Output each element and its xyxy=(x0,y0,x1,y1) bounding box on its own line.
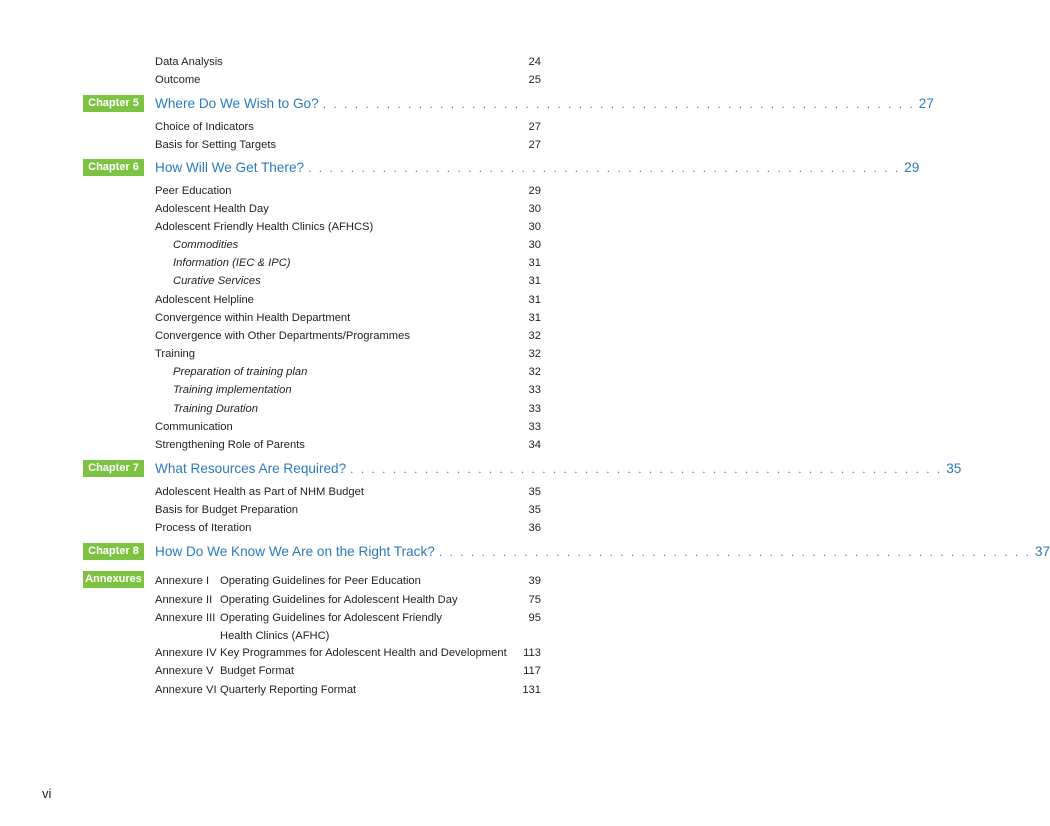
toc-entry xyxy=(155,420,541,434)
annexure-title: Operating Guidelines for Adolescent Friendly xyxy=(220,612,443,624)
annexure-page: 75 xyxy=(528,594,541,606)
toc-entry-page: 30 xyxy=(528,221,541,233)
toc-entry-title: Training implementation xyxy=(173,384,292,396)
chapter-page: 35 xyxy=(946,461,962,476)
toc-entry-title: Training Duration xyxy=(173,403,258,415)
toc-entry-page: 30 xyxy=(528,239,541,251)
toc-entry-title: Adolescent Helpline xyxy=(155,294,254,306)
toc-entry-page: 31 xyxy=(528,275,541,287)
chapter-heading xyxy=(0,159,920,177)
annexure-page: 95 xyxy=(528,612,541,624)
annexure-page: 113 xyxy=(523,647,541,659)
toc-entry xyxy=(155,485,541,499)
toc-entry-title: Training xyxy=(155,348,196,360)
chapter-title: Where Do We Wish to Go? xyxy=(155,96,319,111)
toc-entry-page: 31 xyxy=(528,312,541,324)
toc-entry-title: Outcome xyxy=(155,74,201,86)
toc-entry-page: 31 xyxy=(528,294,541,306)
annexure-number: Annexure I xyxy=(155,575,210,587)
chapter-badge: Chapter 7 xyxy=(83,460,144,477)
toc-entry-page: 31 xyxy=(528,257,541,269)
toc-subentry xyxy=(155,402,541,416)
dot-leader: . . . . . . . . . . . . . . . . . . . . . . . . . . . . . . . . . . . . . . . . . . . . . . . . . . . . . . . . xyxy=(438,545,1031,559)
chapter-heading xyxy=(0,460,962,478)
chapter-badge: Chapter 6 xyxy=(83,159,144,176)
toc-entry-page: 32 xyxy=(528,330,541,342)
toc-entry-title: Preparation of training plan xyxy=(173,366,308,378)
chapter-title: How Do We Know We Are on the Right Track? xyxy=(155,544,435,559)
chapter-title-line xyxy=(155,159,920,177)
dot-leader: . . . . . . . . . . . . . . . . . . . . . . . . . . . . . . . . . . . . . . . . . . . . . . . . . . . . . . . . xyxy=(350,462,943,476)
toc-entry-title: Communication xyxy=(155,421,233,433)
toc-entry xyxy=(155,55,541,69)
toc-entry-title: Basis for Setting Targets xyxy=(155,139,277,151)
toc-entry xyxy=(155,311,541,325)
toc-entry-title: Convergence within Health Department xyxy=(155,312,351,324)
toc-entry-page: 25 xyxy=(528,74,541,86)
chapter-page: 29 xyxy=(904,160,920,175)
toc-entry-page: 24 xyxy=(528,56,541,68)
toc-entry xyxy=(155,329,541,343)
annexure-page: 131 xyxy=(522,684,541,696)
chapter-title-line xyxy=(155,460,962,478)
annexure-title: Operating Guidelines for Adolescent Health Day xyxy=(220,594,458,606)
chapter-heading xyxy=(0,543,1050,561)
toc-entry-page: 29 xyxy=(528,185,541,197)
toc-entry-title: Commodities xyxy=(173,239,239,251)
toc-entry-title: Curative Services xyxy=(173,275,261,287)
toc-entry-title: Adolescent Friendly Health Clinics (AFHCS) xyxy=(155,221,374,233)
toc-entry-title: Data Analysis xyxy=(155,56,223,68)
toc-subentry xyxy=(155,365,541,379)
toc-entry-title: Adolescent Health Day xyxy=(155,203,269,215)
toc-entry xyxy=(155,293,541,307)
annexure-title: Budget Format xyxy=(220,665,294,677)
chapter-title: What Resources Are Required? xyxy=(155,461,347,476)
annexure-title-continued: Health Clinics (AFHC) xyxy=(220,630,330,642)
annexure-page: 39 xyxy=(528,575,541,587)
annexures-badge: Annexures xyxy=(83,571,144,588)
annexure-title: Key Programmes for Adolescent Health and Development xyxy=(220,647,507,659)
toc-subentry xyxy=(155,274,541,288)
annexure-number: Annexure V xyxy=(155,665,214,677)
toc-entry xyxy=(155,73,541,87)
toc-entry-page: 35 xyxy=(528,486,541,498)
chapter-badge: Chapter 5 xyxy=(83,95,144,112)
toc-entry-title: Choice of Indicators xyxy=(155,121,254,133)
toc-entry-page: 30 xyxy=(528,203,541,215)
annexure-number: Annexure VI xyxy=(155,684,217,696)
toc-entry xyxy=(155,184,541,198)
chapter-title-line xyxy=(155,95,934,113)
toc-subentry xyxy=(155,238,541,252)
toc-entry xyxy=(155,138,541,152)
chapter-page: 27 xyxy=(918,96,934,111)
toc-entry-title: Process of Iteration xyxy=(155,522,252,534)
toc-entry-page: 35 xyxy=(528,504,541,516)
toc-entry-page: 33 xyxy=(528,403,541,415)
annexure-number: Annexure IV xyxy=(155,647,217,659)
chapter-title: How Will We Get There? xyxy=(155,160,305,175)
chapter-heading xyxy=(0,95,934,113)
toc-entry xyxy=(155,438,541,452)
toc-subentry xyxy=(155,256,541,270)
toc-entry-title: Adolescent Health as Part of NHM Budget xyxy=(155,486,364,498)
page-number: vi xyxy=(42,786,52,801)
toc-entry xyxy=(155,521,541,535)
annexure-page: 117 xyxy=(523,665,541,677)
toc-entry xyxy=(155,503,541,517)
chapter-badge: Chapter 8 xyxy=(83,543,144,560)
toc-entry xyxy=(155,202,541,216)
toc-entry-page: 33 xyxy=(528,384,541,396)
toc-entry xyxy=(155,347,541,361)
annexure-title: Quarterly Reporting Format xyxy=(220,684,357,696)
annexure-title: Operating Guidelines for Peer Education xyxy=(220,575,421,587)
toc-entry-page: 32 xyxy=(528,348,541,360)
toc-entry-title: Basis for Budget Preparation xyxy=(155,504,299,516)
toc-entry xyxy=(155,120,541,134)
annexure-number: Annexure III xyxy=(155,612,216,624)
chapter-title-line xyxy=(155,543,1050,561)
toc-entry-title: Convergence with Other Departments/Programmes xyxy=(155,330,410,342)
chapter-page: 37 xyxy=(1034,544,1050,559)
toc-entry-title: Peer Education xyxy=(155,185,232,197)
annexure-number: Annexure II xyxy=(155,594,213,606)
toc-entry-page: 34 xyxy=(528,439,541,451)
toc-entry-title: Strengthening Role of Parents xyxy=(155,439,305,451)
toc-entry-page: 27 xyxy=(528,139,541,151)
toc-entry-page: 33 xyxy=(528,421,541,433)
toc-entry xyxy=(155,220,541,234)
toc-entry-page: 27 xyxy=(528,121,541,133)
toc-entry-title: Information (IEC & IPC) xyxy=(173,257,291,269)
toc-entry-page: 36 xyxy=(528,522,541,534)
toc-subentry xyxy=(155,383,541,397)
dot-leader: . . . . . . . . . . . . . . . . . . . . . . . . . . . . . . . . . . . . . . . . . . . . . . . . . . . . . . . . xyxy=(308,161,901,175)
dot-leader: . . . . . . . . . . . . . . . . . . . . . . . . . . . . . . . . . . . . . . . . . . . . . . . . . . . . . . . . xyxy=(322,97,915,111)
toc-entry-page: 32 xyxy=(528,366,541,378)
